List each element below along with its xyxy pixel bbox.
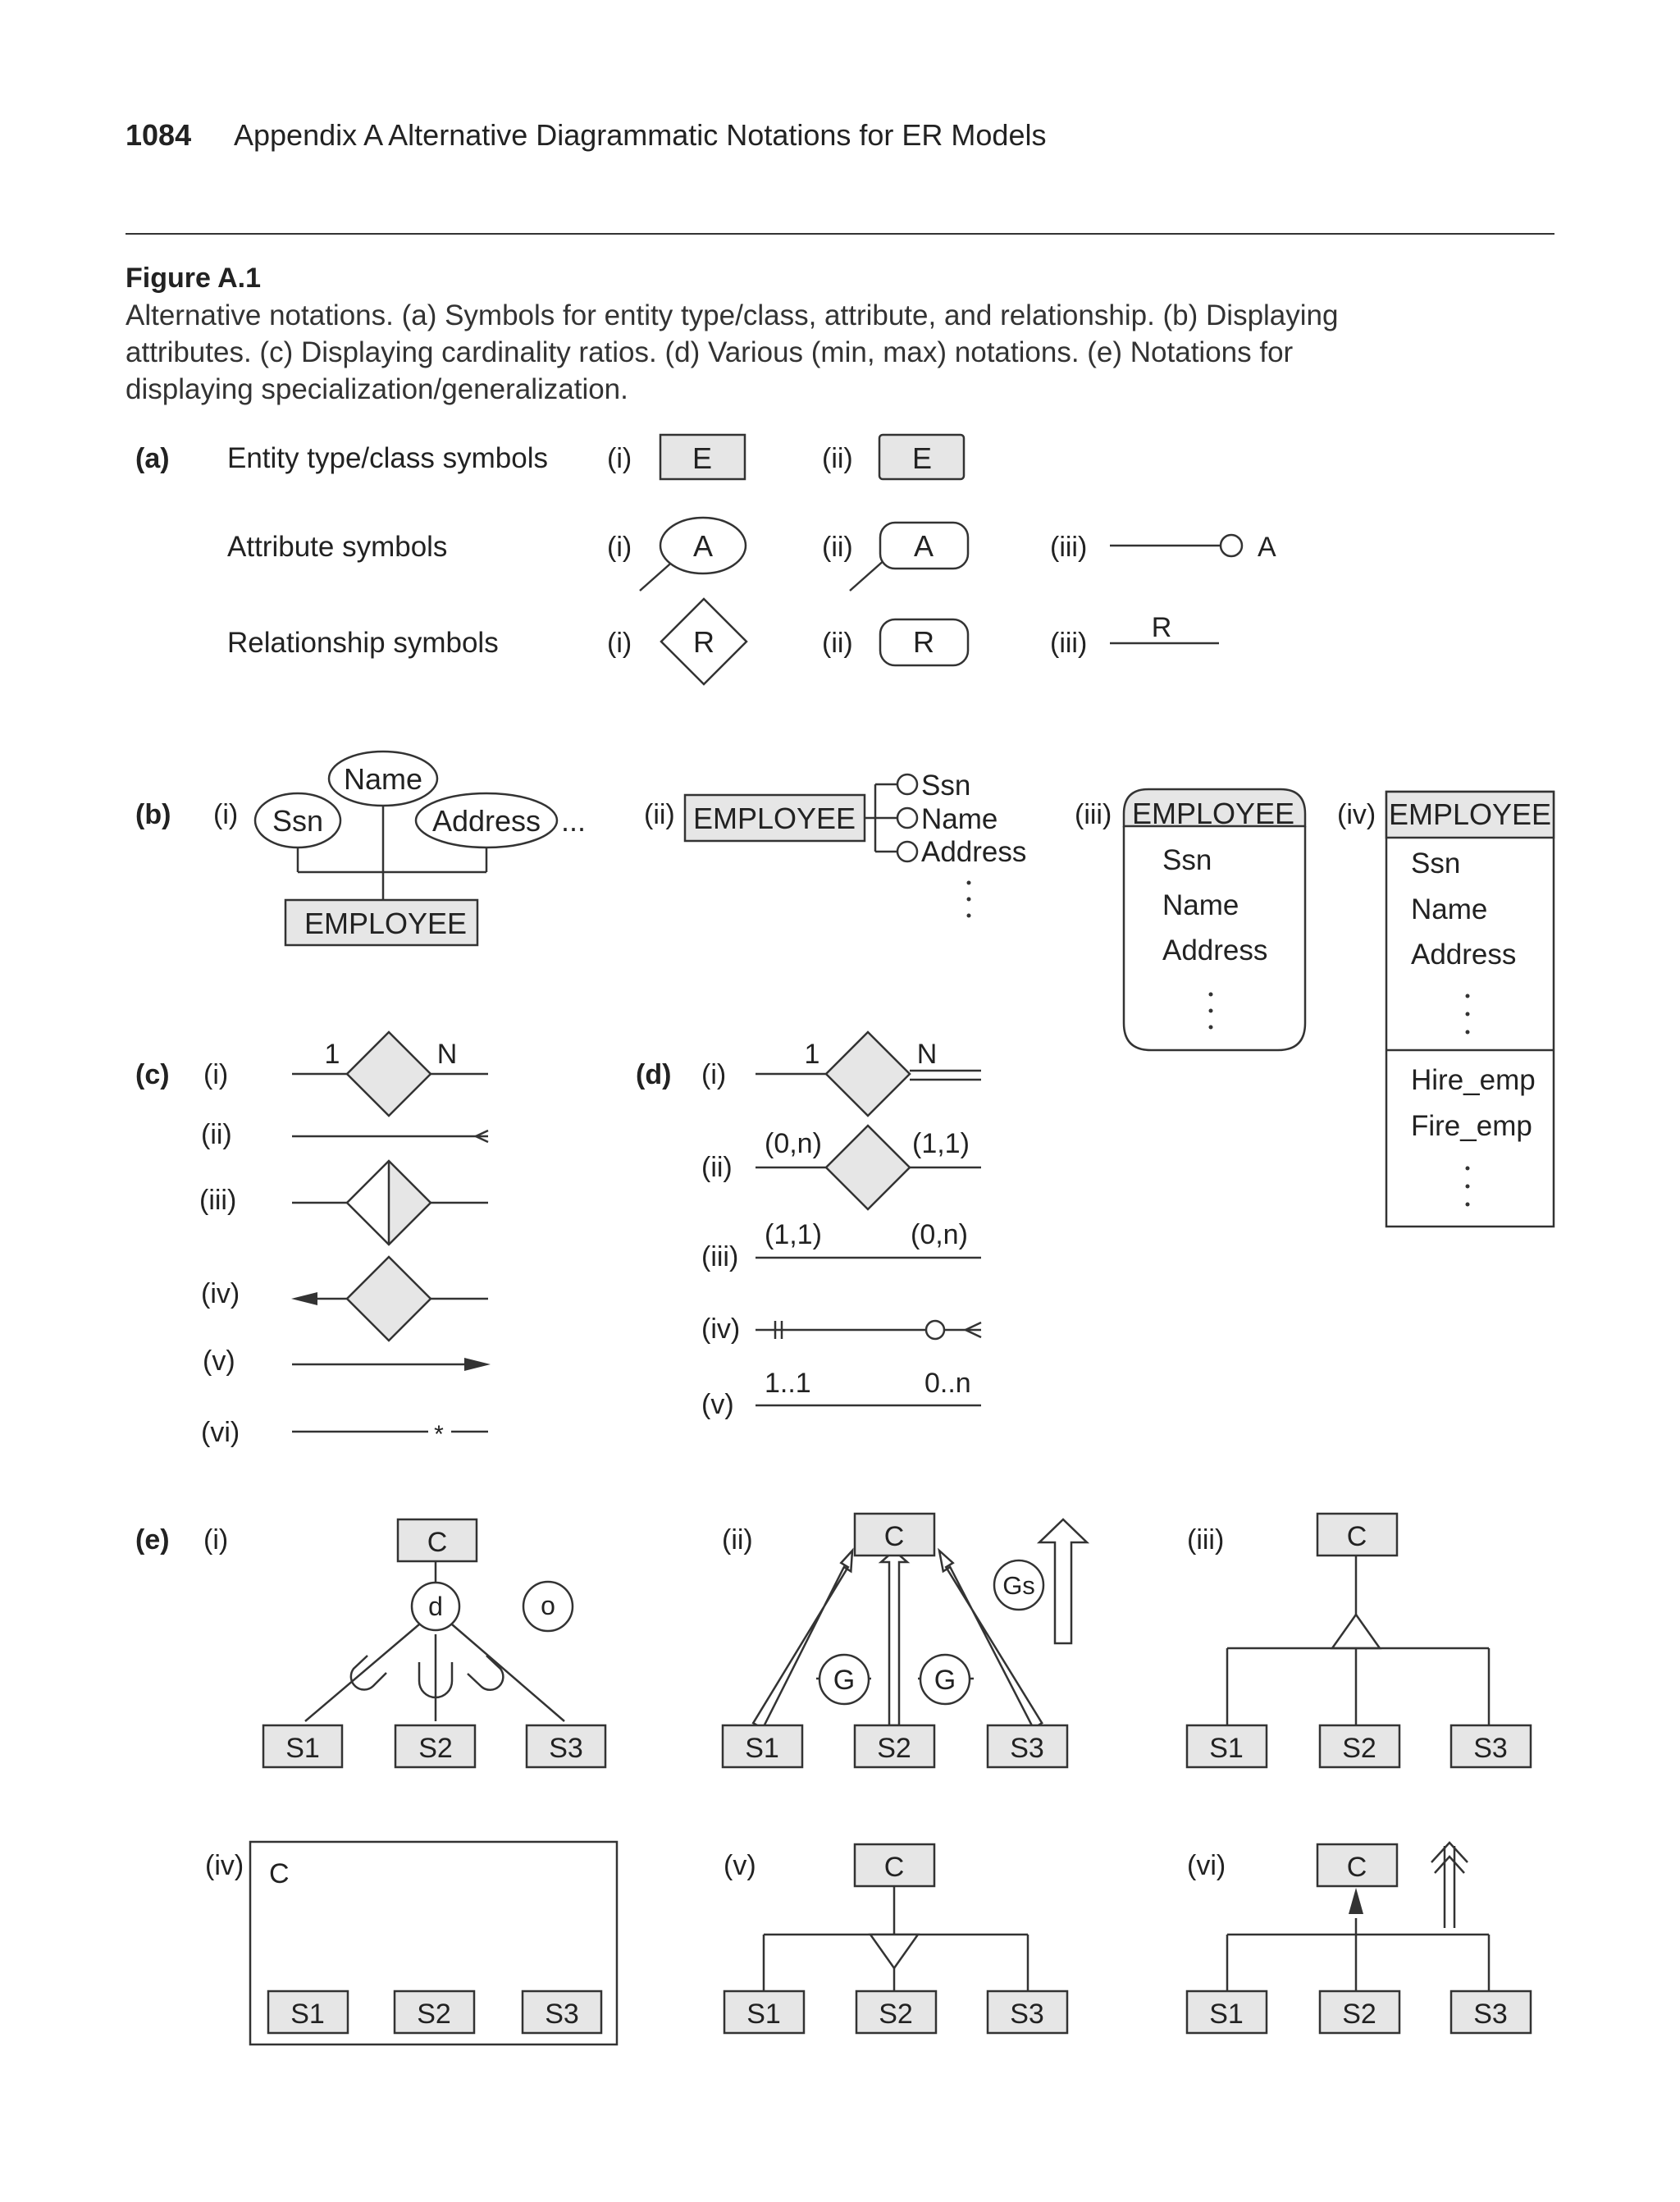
attribute-circle xyxy=(897,808,917,828)
subclass-label: S1 xyxy=(745,1733,779,1764)
arrowhead xyxy=(291,1292,317,1305)
subclass-label: S2 xyxy=(877,1733,911,1764)
isa-triangle-down xyxy=(870,1935,918,1968)
subclass-label: S2 xyxy=(1342,1733,1376,1764)
superclass-label: C xyxy=(883,1852,905,1883)
ellipsis: ... xyxy=(561,804,587,838)
attribute-label: Address xyxy=(431,804,541,838)
isa-triangle xyxy=(1332,1615,1380,1648)
row-label-entity: Entity type/class symbols xyxy=(227,442,548,474)
subset-symbol xyxy=(351,1656,386,1690)
crows-foot-zero xyxy=(926,1321,944,1339)
generalization-label: G xyxy=(934,1665,956,1696)
cardinality-label: N xyxy=(916,1039,938,1070)
row-label-attribute: Attribute symbols xyxy=(227,531,448,563)
generalization-arrow xyxy=(881,1551,907,1725)
roman-label: (ii) xyxy=(722,1524,753,1556)
subclass-label: S3 xyxy=(1473,1733,1508,1764)
subclass-label: S3 xyxy=(1473,1999,1508,2030)
roman-label: (vi) xyxy=(1187,1850,1226,1881)
attribute-label: Address xyxy=(921,836,1027,868)
roman-label: (i) xyxy=(607,532,632,563)
part-d xyxy=(636,1032,981,1420)
subclass-label: S1 xyxy=(1209,1999,1244,2030)
relationship-diamond xyxy=(347,1032,431,1116)
roman-label: (ii) xyxy=(644,799,675,830)
roman-label: (iii) xyxy=(1050,628,1088,659)
cardinality-label: N xyxy=(436,1039,458,1070)
operation-label: Hire_emp xyxy=(1411,1064,1536,1096)
roman-label: (ii) xyxy=(822,443,853,474)
relationship-symbol-label: R xyxy=(693,625,714,659)
roman-label: (ii) xyxy=(701,1152,733,1183)
roman-label: (iv) xyxy=(205,1850,244,1881)
roman-label: (iii) xyxy=(1050,532,1088,563)
relationship-diamond xyxy=(347,1257,431,1341)
roman-label: (iii) xyxy=(199,1185,237,1216)
attribute-label: Ssn xyxy=(272,804,324,838)
relationship-symbol-label: R xyxy=(1151,612,1172,643)
attribute-label: Ssn xyxy=(1411,847,1461,879)
arrowhead xyxy=(1349,1888,1363,1914)
part-c xyxy=(135,1032,491,1448)
roman-label: (i) xyxy=(701,1059,727,1090)
many-marker: * xyxy=(434,1421,444,1448)
attribute-label: Name xyxy=(343,762,423,796)
attribute-label: Name xyxy=(1162,889,1239,921)
min-max-label: (0,n) xyxy=(911,1219,968,1250)
relationship-diamond xyxy=(826,1126,910,1209)
attribute-label: Ssn xyxy=(1162,844,1212,876)
attribute-circle xyxy=(897,842,917,861)
cardinality-label: 1 xyxy=(804,1039,820,1070)
min-max-label: 1..1 xyxy=(765,1368,811,1399)
superclass-label: C xyxy=(1346,1852,1367,1883)
roman-label: (iii) xyxy=(701,1241,739,1272)
roman-label: (iv) xyxy=(201,1278,240,1309)
roman-label: (v) xyxy=(701,1389,734,1420)
entity-label: EMPLOYEE xyxy=(692,802,856,835)
roman-label: (iii) xyxy=(1075,799,1112,830)
roman-label: (iv) xyxy=(1337,799,1376,830)
figure-caption: Alternative notations. (a) Symbols for entity type/class, attribute, and relationship. (b) Displaying attributes. (c) Displaying cardinality ratios. (d) Various (min, max) notations. (e) Notations for displaying specialization/generalization. xyxy=(126,299,1339,405)
min-max-label: 0..n xyxy=(924,1368,971,1399)
attribute-label: Address xyxy=(1162,934,1268,966)
roman-label: (i) xyxy=(213,799,239,830)
arrowhead xyxy=(464,1358,491,1371)
part-label-b: (b) xyxy=(135,799,171,830)
roman-label: (iv) xyxy=(701,1313,741,1345)
disjoint-label: d xyxy=(428,1592,443,1621)
roman-label: (iii) xyxy=(1187,1524,1225,1556)
subclass-label: S2 xyxy=(879,1999,913,2030)
roman-label: (ii) xyxy=(822,628,853,659)
attribute-symbol-label: A xyxy=(692,529,714,563)
relationship-symbol-label: R xyxy=(913,625,934,659)
subclass-label: S1 xyxy=(1209,1733,1244,1764)
superclass-label: C xyxy=(883,1521,905,1552)
generalization-set-arrow xyxy=(1039,1519,1087,1643)
operation-label: Fire_emp xyxy=(1411,1110,1532,1142)
entity-symbol-label: E xyxy=(911,441,933,475)
subclass-label: S3 xyxy=(545,1999,579,2030)
superclass-label: C xyxy=(1346,1521,1367,1552)
generalization-label: G xyxy=(833,1665,856,1696)
part-label-c: (c) xyxy=(135,1059,170,1090)
attribute-label: Ssn xyxy=(921,770,971,802)
subclass-label: S2 xyxy=(418,1733,453,1764)
roman-label: (v) xyxy=(724,1850,756,1881)
roman-label: (ii) xyxy=(201,1119,232,1150)
roman-label: (v) xyxy=(203,1345,235,1377)
entity-label: EMPLOYEE xyxy=(304,907,468,940)
entity-label: EMPLOYEE xyxy=(1131,797,1295,830)
subclass-label: S1 xyxy=(285,1733,320,1764)
relationship-diamond xyxy=(826,1032,910,1116)
superclass-label: C xyxy=(427,1527,448,1558)
figure-label: Figure A.1 xyxy=(126,263,261,294)
attribute-label: Name xyxy=(1411,893,1488,925)
attribute-circle xyxy=(897,774,917,794)
roman-label: (i) xyxy=(203,1524,229,1556)
relationship-diamond-half xyxy=(347,1161,389,1245)
subclass-label: S2 xyxy=(1342,1999,1376,2030)
superclass-label: C xyxy=(269,1858,290,1889)
part-e xyxy=(135,1514,1531,2044)
subclass-label: S1 xyxy=(746,1999,781,2030)
attribute-symbol-label: A xyxy=(913,529,934,563)
subclass-label: S3 xyxy=(549,1733,583,1764)
roman-label: (i) xyxy=(607,628,632,659)
subclass-label: S2 xyxy=(417,1999,451,2030)
subset-symbol xyxy=(468,1656,503,1690)
attribute-lollipop-symbol xyxy=(1221,535,1242,556)
min-max-label: (0,n) xyxy=(765,1128,822,1159)
attribute-symbol-label: A xyxy=(1258,532,1276,563)
running-head: Appendix A Alternative Diagrammatic Notations for ER Models xyxy=(234,118,1047,152)
subclass-label: S3 xyxy=(1010,1733,1044,1764)
roman-label: (ii) xyxy=(822,532,853,563)
attribute-label: Address xyxy=(1411,939,1517,971)
subclass-label: S3 xyxy=(1010,1999,1044,2030)
relationship-diamond-half xyxy=(389,1161,431,1245)
roman-label: (i) xyxy=(203,1059,229,1090)
roman-label: (i) xyxy=(607,443,632,474)
part-label-e: (e) xyxy=(135,1524,170,1556)
attribute-label: Name xyxy=(921,803,998,835)
page-number: 1084 xyxy=(126,118,192,152)
cardinality-label: 1 xyxy=(324,1039,340,1070)
row-label-relationship: Relationship symbols xyxy=(227,627,499,659)
part-label-d: (d) xyxy=(636,1059,672,1090)
min-max-label: (1,1) xyxy=(912,1128,970,1159)
part-a xyxy=(135,435,1276,684)
roman-label: (vi) xyxy=(201,1417,240,1448)
overlap-label: o xyxy=(541,1591,555,1620)
subclass-label: S1 xyxy=(290,1999,325,2030)
generalization-set-label: Gs xyxy=(1002,1571,1035,1600)
entity-label: EMPLOYEE xyxy=(1388,797,1552,831)
double-arrow-icon xyxy=(1431,1843,1468,1928)
min-max-label: (1,1) xyxy=(765,1219,822,1250)
part-label-a: (a) xyxy=(135,443,170,474)
entity-symbol-label: E xyxy=(692,441,713,475)
